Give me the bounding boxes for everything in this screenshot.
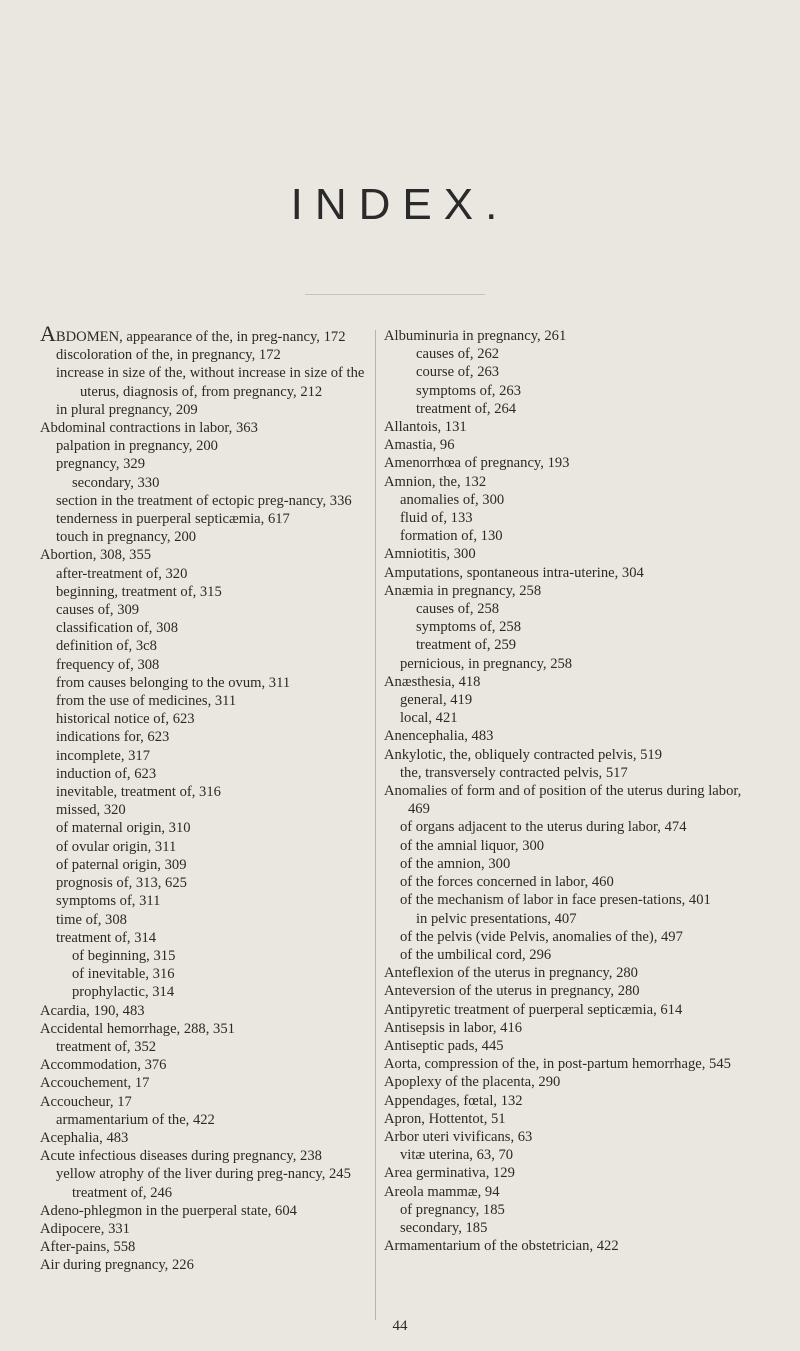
index-entry: of the pelvis (vide Pelvis, anomalies of the), 497 — [400, 928, 683, 945]
column-divider — [375, 330, 376, 1320]
index-entry: of maternal origin, 310 — [56, 820, 191, 837]
index-entry: definition of, 3c8 — [56, 638, 157, 655]
index-entry: After-pains, 558 — [40, 1239, 136, 1256]
index-entry: beginning, treatment of, 315 — [56, 583, 222, 600]
index-entry: Anteversion of the uterus in pregnancy, 280 — [384, 983, 640, 1000]
index-entry: after-treatment of, 320 — [56, 565, 188, 582]
index-entry: armamentarium of the, 422 — [56, 1111, 215, 1128]
index-entry: Albuminuria in pregnancy, 261 — [384, 328, 567, 344]
index-entry: Anomalies of form and of position of the uterus during labor, 469 — [384, 783, 742, 818]
index-entry: secondary, 330 — [72, 474, 160, 491]
index-entry: palpation in pregnancy, 200 — [56, 438, 218, 455]
index-entry: treatment of, 259 — [416, 637, 517, 654]
page-number: 44 — [392, 1318, 408, 1334]
index-entry: classification of, 308 — [56, 620, 178, 637]
index-entry: frequency of, 308 — [56, 656, 160, 673]
index-entry: discoloration of the, in pregnancy, 172 — [56, 347, 281, 364]
index-entry: incomplete, 317 — [56, 747, 151, 764]
index-entry: inevitable, treatment of, 316 — [56, 784, 221, 801]
index-entry: of organs adjacent to the uterus during labor, 474 — [400, 819, 687, 836]
index-entry: pregnancy, 329 — [56, 456, 146, 473]
index-entry: touch in pregnancy, 200 — [56, 529, 197, 546]
index-entry: Adipocere, 331 — [40, 1220, 130, 1237]
index-entry: symptoms of, 311 — [56, 893, 161, 910]
index-entry-text: BDOMEN, appearance of the, in preg-nancy, 172 — [55, 329, 346, 345]
drop-cap: A — [40, 321, 56, 346]
index-entry: prophylactic, 314 — [72, 984, 175, 1001]
index-entry: of the umbilical cord, 296 — [400, 946, 552, 963]
index-entry: time of, 308 — [56, 911, 127, 928]
index-entry: the, transversely contracted pelvis, 517 — [400, 764, 628, 781]
index-entry: Abortion, 308, 355 — [40, 547, 152, 564]
index-entry: Apron, Hottentot, 51 — [384, 1110, 506, 1127]
index-entry: symptoms of, 258 — [416, 619, 521, 636]
index-entry: Accoucheur, 17 — [40, 1093, 132, 1110]
index-entry: Amenorrhœa of pregnancy, 193 — [384, 455, 570, 472]
index-entry: Antiseptic pads, 445 — [384, 1037, 504, 1054]
index-entry: Allantois, 131 — [384, 419, 467, 436]
index-entry: causes of, 258 — [416, 601, 500, 618]
page-title: INDEX. — [290, 180, 510, 229]
index-entry: Apoplexy of the placenta, 290 — [384, 1074, 561, 1091]
index-entry: causes of, 309 — [56, 602, 140, 619]
index-entry: from causes belonging to the ovum, 311 — [56, 674, 291, 691]
index-entry: of paternal origin, 309 — [56, 856, 187, 873]
index-entry: Appendages, fœtal, 132 — [384, 1092, 523, 1109]
index-entry: Adeno-phlegmon in the puerperal state, 604 — [40, 1202, 297, 1219]
index-entry — [40, 321, 372, 346]
index-entry: Amniotitis, 300 — [384, 546, 476, 563]
index-entry: of ovular origin, 311 — [56, 838, 177, 855]
index-entry: treatment of, 352 — [56, 1038, 157, 1055]
index-entry: Amastia, 96 — [384, 437, 455, 454]
index-entry: Acute infectious diseases during pregnancy, 238 — [40, 1148, 322, 1165]
index-entry: local, 421 — [400, 710, 458, 727]
index-entry: Acephalia, 483 — [40, 1129, 129, 1146]
index-entry: Amputations, spontaneous intra-uterine, 304 — [384, 564, 644, 581]
index-entry: Accouchement, 17 — [40, 1075, 150, 1092]
title-rule — [305, 294, 485, 295]
index-entry: Ankylotic, the, obliquely contracted pelvis, 519 — [384, 746, 663, 763]
index-entry: Antisepsis in labor, 416 — [384, 1019, 523, 1036]
index-entry: yellow atrophy of the liver during preg-nancy, 245 — [56, 1166, 351, 1183]
index-entry: Accommodation, 376 — [40, 1057, 167, 1074]
index-entry: section in the treatment of ectopic preg-nancy, 336 — [56, 492, 352, 509]
index-entry: Arbor uteri vivificans, 63 — [384, 1128, 533, 1145]
index-entry: of the forces concerned in labor, 460 — [400, 874, 614, 891]
index-entry: missed, 320 — [56, 802, 126, 819]
index-entry: Armamentarium of the obstetrician, 422 — [384, 1238, 619, 1255]
index-entry: of the mechanism of labor in face presen-tations, 401 — [400, 892, 711, 909]
index-entry: formation of, 130 — [400, 528, 503, 545]
index-entry: Amnion, the, 132 — [384, 473, 487, 490]
index-entry: prognosis of, 313, 625 — [56, 875, 187, 892]
index-entry: Anencephalia, 483 — [384, 728, 494, 745]
index-entry: tenderness in puerperal septicæmia, 617 — [56, 511, 290, 528]
index-entry: treatment of, 314 — [56, 929, 157, 946]
index-entry: in pelvic presentations, 407 — [416, 910, 577, 927]
index-entry: Anæmia in pregnancy, 258 — [384, 582, 542, 599]
index-entry: fluid of, 133 — [400, 510, 473, 527]
index-entry: Area germinativa, 129 — [384, 1165, 515, 1182]
index-entry: course of, 263 — [416, 364, 500, 381]
index-entry: Accidental hemorrhage, 288, 351 — [40, 1020, 235, 1037]
index-entry: pernicious, in pregnancy, 258 — [400, 655, 573, 672]
index-entry: increase in size of the, without increase in size of the uterus, diagnosis of, from pregnancy, 212 — [56, 365, 365, 400]
index-entry: treatment of, 246 — [72, 1184, 173, 1201]
index-entry: induction of, 623 — [56, 765, 157, 782]
index-entry: Abdominal contractions in labor, 363 — [40, 420, 258, 437]
index-entry: Air during pregnancy, 226 — [40, 1257, 194, 1274]
index-entry: of beginning, 315 — [72, 947, 176, 964]
index-entry: Antipyretic treatment of puerperal septicæmia, 614 — [384, 1001, 683, 1018]
index-entry: Areola mammæ, 94 — [384, 1183, 500, 1200]
index-entry: anomalies of, 300 — [400, 491, 505, 508]
index-entry: historical notice of, 623 — [56, 711, 195, 728]
index-entry: from the use of medicines, 311 — [56, 693, 237, 710]
index-entry: Aorta, compression of the, in post-partum hemorrhage, 545 — [384, 1056, 731, 1073]
index-entry: Anteflexion of the uterus in pregnancy, 280 — [384, 965, 638, 982]
index-entry: of the amnial liquor, 300 — [400, 837, 545, 854]
index-entry: general, 419 — [400, 692, 473, 709]
index-entry: vitæ uterina, 63, 70 — [400, 1147, 514, 1164]
index-entry: of the amnion, 300 — [400, 855, 511, 872]
index-entry: treatment of, 264 — [416, 400, 517, 417]
index-entry: secondary, 185 — [400, 1219, 488, 1236]
index-column-left — [40, 321, 372, 1275]
index-entry: in plural pregnancy, 209 — [56, 401, 198, 418]
index-entry: causes of, 262 — [416, 346, 500, 363]
index-entry: of pregnancy, 185 — [400, 1201, 505, 1218]
index-entry: symptoms of, 263 — [416, 382, 521, 399]
index-entry: Anæsthesia, 418 — [384, 673, 481, 690]
index-entry: Acardia, 190, 483 — [40, 1002, 145, 1019]
index-entry: indications for, 623 — [56, 729, 170, 746]
index-column-right — [384, 327, 756, 1255]
index-entry: of inevitable, 316 — [72, 966, 175, 983]
